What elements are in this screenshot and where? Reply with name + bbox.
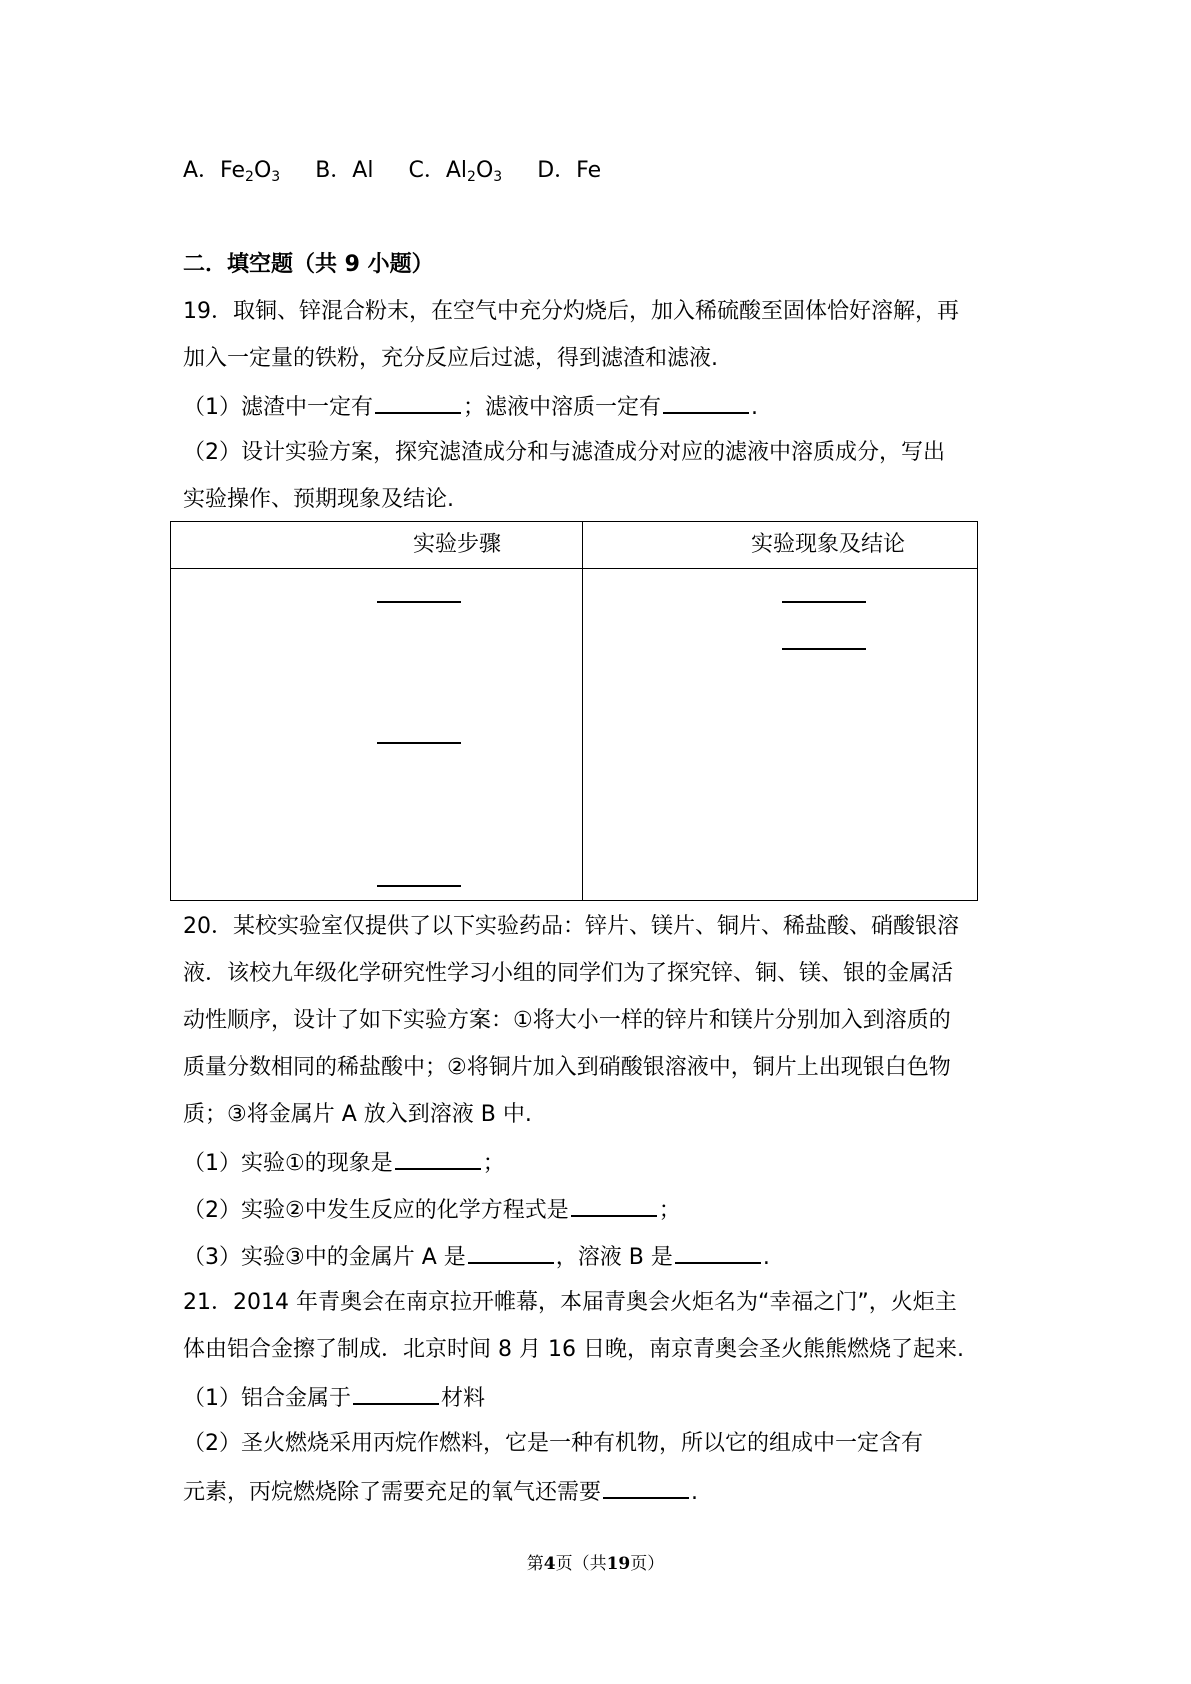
answer-options (183, 155, 601, 187)
q21-sub1-label-a: （1）铝合金属于 (183, 1386, 351, 1411)
answer-blank[interactable] (782, 601, 866, 603)
q21-sub1 (183, 1381, 485, 1415)
q21-sub1-label-b: 材料 (441, 1386, 486, 1411)
q21-line2: 体由铝合金擦了制成．北京时间 8 月 16 日晚，南京青奥会圣火熊熊燃烧了起来. (183, 1337, 964, 1362)
q20-sub3-end: . (762, 1245, 770, 1270)
q20-line1: 20．某校实验室仅提供了以下实验药品：锌片、镁片、铜片、稀盐酸、硝酸银溶 (183, 914, 959, 939)
page-footer (0, 1549, 1191, 1574)
q21-sub2-line2 (183, 1475, 698, 1509)
q20-line2: 液．该校九年级化学研究性学习小组的同学们为了探究锌、铜、镁、银的金属活 (183, 961, 954, 986)
q19-sub1-label-a: （1）滤渣中一定有 (183, 395, 373, 420)
q19-stem-line2: 加入一定量的铁粉，充分反应后过滤，得到滤渣和滤液. (183, 346, 718, 371)
option-d: D．Fe (537, 158, 602, 183)
experiment-table (170, 521, 978, 901)
q20-sub2 (183, 1193, 681, 1227)
q20-sub2-end: ； (658, 1198, 681, 1223)
q20-sub2-label: （2）实验②中发生反应的化学方程式是 (183, 1198, 569, 1223)
q20-sub1-end: ； (482, 1151, 505, 1176)
q21-line1: 21．2014 年青奥会在南京拉开帷幕，本届青奥会火炬名为“幸福之门”，火炬主 (183, 1290, 957, 1315)
q21-sub2-end: . (691, 1480, 699, 1505)
footer-mid: 页（共 (555, 1554, 607, 1574)
q19-sub1 (183, 390, 758, 424)
q19-sub1-end: . (751, 395, 759, 420)
answer-blank[interactable] (375, 390, 461, 414)
table-header-results: 实验现象及结论 (751, 532, 906, 557)
q19-sub2-line1: （2）设计实验方案，探究滤渣成分和与滤渣成分对应的滤液中溶质成分，写出 (183, 440, 945, 465)
q20-sub1-label: （1）实验①的现象是 (183, 1151, 393, 1176)
footer-page-number: 4 (543, 1554, 556, 1574)
q20-line5: 质；③将金属片 A 放入到溶液 B 中. (183, 1102, 532, 1127)
section-heading: 二．填空题（共 9 小题） (183, 252, 434, 277)
option-c: C．$Al_2O_3$ (408, 158, 503, 185)
q20-sub3 (183, 1240, 770, 1274)
answer-blank[interactable] (663, 390, 749, 414)
q20-sub1 (183, 1146, 505, 1180)
answer-blank[interactable] (675, 1240, 761, 1264)
option-b: B．Al (315, 158, 374, 183)
q20-sub3-label-a: （3）实验③中的金属片 A 是 (183, 1245, 466, 1270)
answer-blank[interactable] (571, 1193, 657, 1217)
table-header-divider (171, 568, 977, 569)
q21-sub2-line1: （2）圣火燃烧采用丙烷作燃料，它是一种有机物，所以它的组成中一定含有 (183, 1431, 923, 1456)
table-divider (582, 522, 583, 900)
answer-blank[interactable] (395, 1146, 481, 1170)
table-header-steps: 实验步骤 (413, 532, 502, 557)
answer-blank[interactable] (377, 885, 461, 887)
q19-sub1-label-b: ；滤液中溶质一定有 (463, 395, 662, 420)
footer-suffix: 页） (630, 1554, 665, 1574)
q19-sub2-line2: 实验操作、预期现象及结论. (183, 487, 454, 512)
answer-blank[interactable] (468, 1240, 554, 1264)
footer-total-pages: 19 (606, 1554, 631, 1574)
answer-blank[interactable] (603, 1475, 689, 1499)
answer-blank[interactable] (353, 1381, 439, 1405)
q19-stem-line1: 19．取铜、锌混合粉末，在空气中充分灼烧后，加入稀硫酸至固体恰好溶解，再 (183, 299, 959, 324)
option-a: A．$Fe_2O_3$ (183, 158, 281, 185)
q21-sub2-label: 元素，丙烷燃烧除了需要充足的氧气还需要 (183, 1480, 602, 1505)
q20-line4: 质量分数相同的稀盐酸中；②将铜片加入到硝酸银溶液中，铜片上出现银白色物 (183, 1055, 951, 1080)
q20-sub3-label-b: ，溶液 B 是 (555, 1245, 673, 1270)
q20-line3: 动性顺序，设计了如下实验方案：①将大小一样的锌片和镁片分别加入到溶质的 (183, 1008, 951, 1033)
answer-blank[interactable] (377, 601, 461, 603)
answer-blank[interactable] (377, 742, 461, 744)
answer-blank[interactable] (782, 648, 866, 650)
footer-prefix: 第 (526, 1554, 544, 1574)
